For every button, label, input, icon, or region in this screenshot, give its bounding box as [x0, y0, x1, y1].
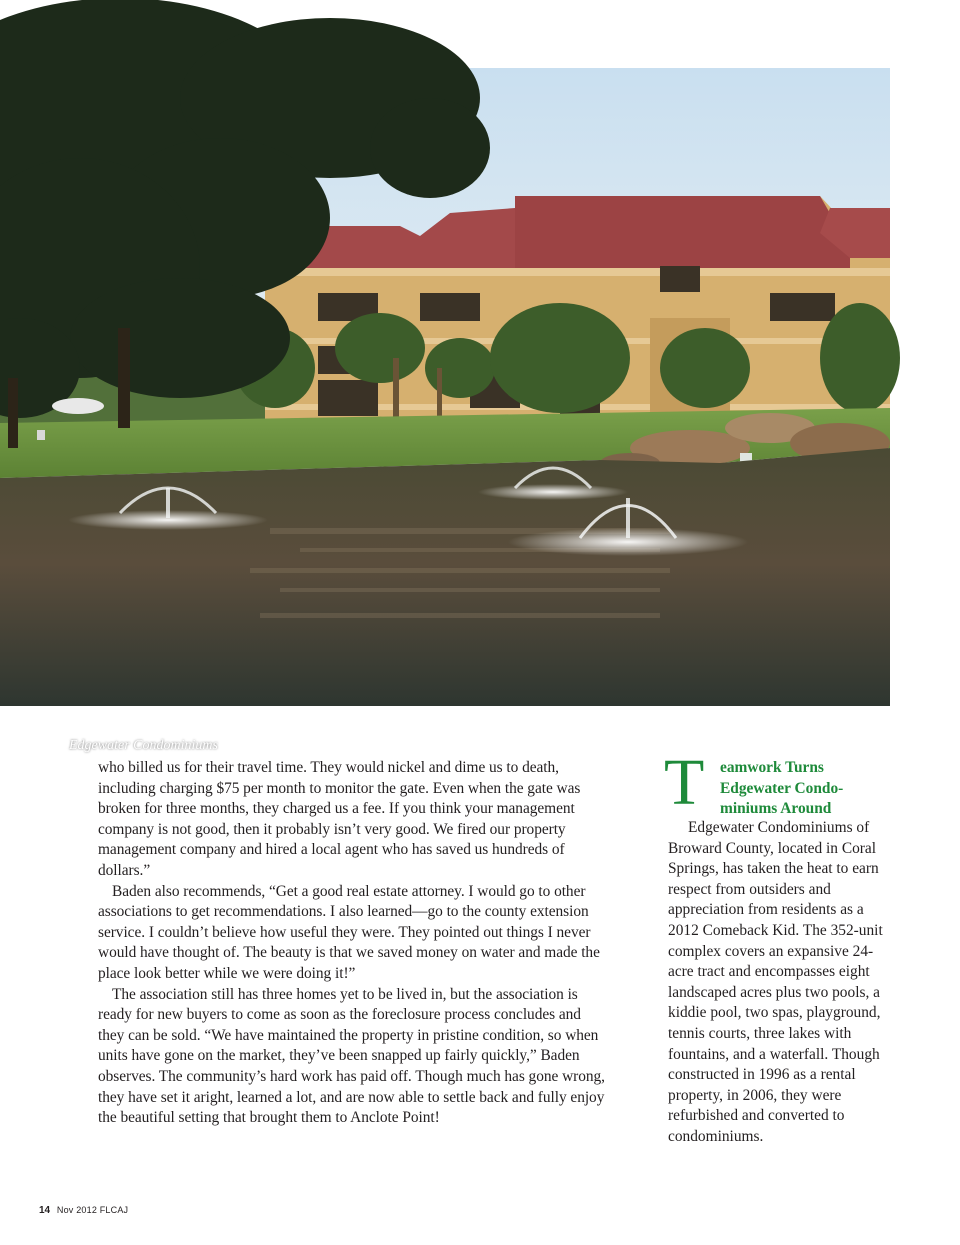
page-number: 14	[39, 1205, 51, 1216]
article-paragraph-3: The association still has three homes yet to be lived in, but the association is ready for new buyers to come as soon as the foreclosure process concludes and they can be sold. “We have maintained the property in pristine condition, so when units have gone on the market, they’ve been snapped up fairly quickly,” Baden observes. The community’s hard work has paid off. Though much has gone wrong, they have set it aright, learned a lot, and are now able to settle back and fully enjoy the beautiful setting that brought them to Anclote Point!	[98, 985, 605, 1127]
headline-line-2: Edgewater Condo-	[720, 779, 844, 797]
headline-line-3: miniums Around	[720, 800, 832, 818]
sidebar-header	[664, 746, 890, 819]
article-paragraph-1: who billed us for their travel time. They would nickel and dime us to death, including charging $75 per month to monitor the gate. Even when the gate was broken for three months, they charged us a fee. If you think your management company is not good, then it probably isn’t very good. We fired our property management company and hired a local agent who has saved us hundreds of dollars.”	[98, 759, 581, 879]
photo-caption: Edgewater Condominiums	[69, 738, 218, 753]
headline-line-1: eamwork Turns	[720, 759, 824, 776]
publication-info: Nov 2012 FLCAJ	[56, 1205, 129, 1215]
sidebar-column	[664, 746, 890, 1148]
page-footer	[39, 1205, 128, 1216]
sidebar-body: Edgewater Condominiums of Broward County, located in Coral Springs, has taken the heat to earn respect from outsiders and appreciation from residents as a 2012 Comeback Kid. The 352-unit complex covers an expansive 24-acre tract and encompasses eight landscaped acres plus two pools, a kiddie pool, two spas, playground, tennis courts, three lakes with fountains, and a waterfall. Though constructed in 1996 as a rental property, in 2006, they were refurbished and converted to condominiums.	[668, 819, 883, 1145]
sidebar-headline	[720, 758, 890, 820]
hero-photo	[0, 68, 890, 753]
drop-cap: T	[664, 746, 705, 819]
condominium-lake-illustration	[0, 68, 890, 706]
article-column	[98, 758, 608, 1129]
article-paragraph-2: Baden also recommends, “Get a good real estate attorney. I would go to other associations to get recommendations. I also learned—go to the county extension service. I couldn’t believe how useful they were. They pointed out things I never would have thought of. The beauty is that we saved money on water and made the place look better while we were doing it!”	[98, 882, 600, 982]
